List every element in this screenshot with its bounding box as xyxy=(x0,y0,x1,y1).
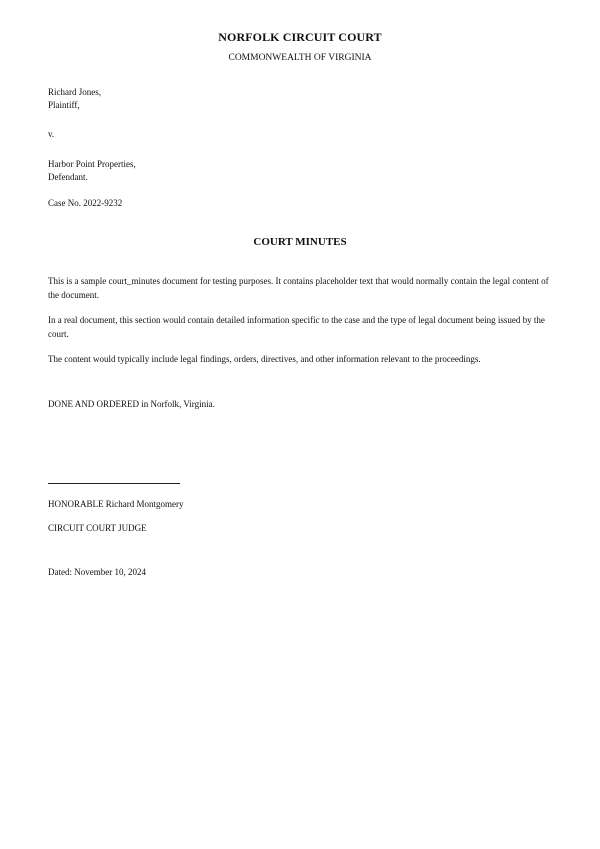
plaintiff-block xyxy=(48,86,558,112)
jurisdiction: COMMONWEALTH OF VIRGINIA xyxy=(228,53,372,63)
defendant-name: Harbor Point Properties, xyxy=(48,159,136,169)
judge-title: CIRCUIT COURT JUDGE xyxy=(48,523,147,533)
case-number: Case No. 2022-9232 xyxy=(48,198,123,208)
versus: v. xyxy=(48,129,55,139)
body-paragraph-2: In a real document, this section would contain detailed information specific to the case and the type of legal document being issued by the court. xyxy=(48,315,545,339)
defendant-block xyxy=(48,158,558,184)
court-name: NORFOLK CIRCUIT COURT xyxy=(218,30,382,44)
plaintiff-role: Plaintiff, xyxy=(48,100,80,110)
plaintiff-name: Richard Jones, xyxy=(48,87,101,97)
signature-line xyxy=(48,483,180,484)
defendant-role: Defendant. xyxy=(48,172,88,182)
dated-line: Dated: November 10, 2024 xyxy=(48,567,146,577)
document-title: COURT MINUTES xyxy=(253,236,347,248)
body-paragraph-3: The content would typically include legal findings, orders, directives, and other information relevant to the proceedings. xyxy=(48,354,481,364)
ordered-statement: DONE AND ORDERED in Norfolk, Virginia. xyxy=(48,399,215,409)
judge-name: HONORABLE Richard Montgomery xyxy=(48,499,184,509)
body-paragraph-1: This is a sample court_minutes document for testing purposes. It contains placeholder text that would normally contain the legal content of the document. xyxy=(48,276,549,300)
